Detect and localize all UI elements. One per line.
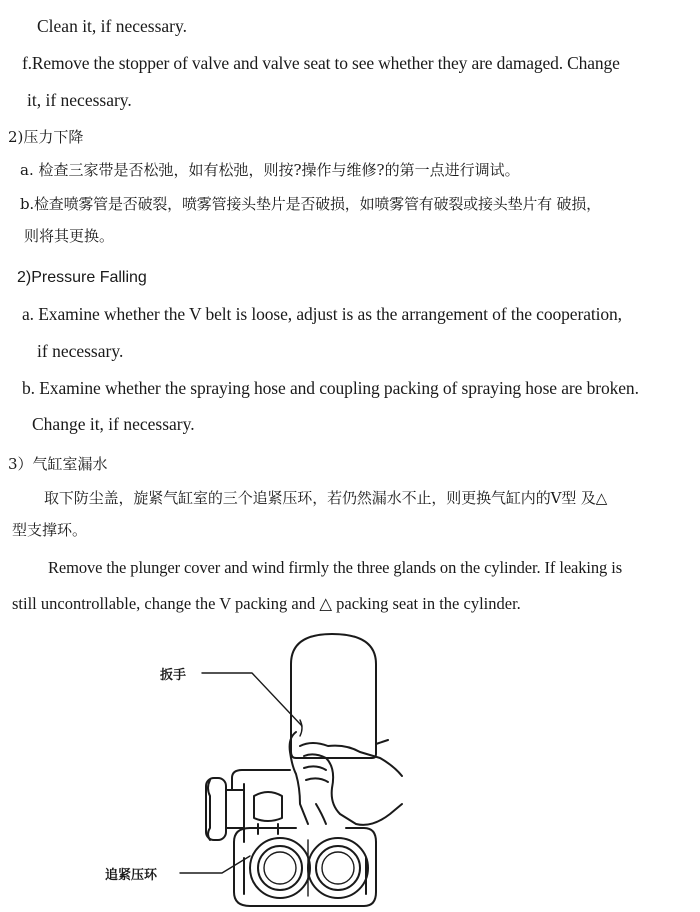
pump-wrench-illustration — [150, 628, 420, 912]
en-item-b-line-2: Change it, if necessary. — [32, 414, 195, 434]
gland-label: 追紧压环 — [105, 868, 158, 883]
en-section-heading-pressure: 2)Pressure Falling — [17, 269, 147, 286]
zh-section-heading-pressure: 2)压力下降 — [8, 128, 84, 146]
en-cylinder-paragraph-line-1: Remove the plunger cover and wind firmly the three glands on the cylinder. If leaking is — [48, 558, 623, 577]
step-f-line-2: it, if necessary. — [27, 90, 132, 110]
gland-leader-line — [180, 856, 250, 873]
en-cylinder-paragraph-line-2: still uncontrollable, change the V packing and △ packing seat in the cylinder. — [12, 594, 521, 613]
en-item-a-line-1: a. Examine whether the V belt is loose, adjust is as the arrangement of the cooperation, — [22, 304, 622, 324]
zh-item-a: a. 检查三家带是否松弛，如有松弛，则按?操作与维修?的第一点进行调试。 — [20, 161, 520, 179]
wrench-leader-line — [202, 673, 302, 726]
zh-item-b-line-1: b.检查喷雾管是否破裂，喷雾管接头垫片是否破损，如喷雾管有破裂或接头垫片有 破损， — [20, 195, 601, 213]
hand-icon — [290, 732, 402, 825]
zh-item-b-line-2: 则将其更换。 — [24, 227, 115, 245]
zh-cylinder-paragraph-line-1: 取下防尘盖，旋紧气缸室的三个追紧压环，若仍然漏水不止，则更换气缸内的V型 及△ — [44, 489, 608, 507]
zh-cylinder-paragraph-line-2: 型支撑环。 — [12, 521, 88, 539]
en-item-b-line-1: b. Examine whether the spraying hose and coupling packing of spraying hose are broken. — [22, 378, 639, 398]
gland-left-icon — [250, 838, 310, 898]
gland-right-icon — [308, 838, 368, 898]
step-f-line-1: f.Remove the stopper of valve and valve seat to see whether they are damaged. Change — [22, 53, 620, 73]
zh-section-heading-cylinder: 3）气缸室漏水 — [8, 455, 108, 473]
en-item-a-line-2: if necessary. — [37, 341, 124, 361]
wrench-label: 扳手 — [160, 668, 187, 683]
clean-line: Clean it, if necessary. — [37, 16, 187, 36]
wrench-icon — [291, 634, 376, 758]
